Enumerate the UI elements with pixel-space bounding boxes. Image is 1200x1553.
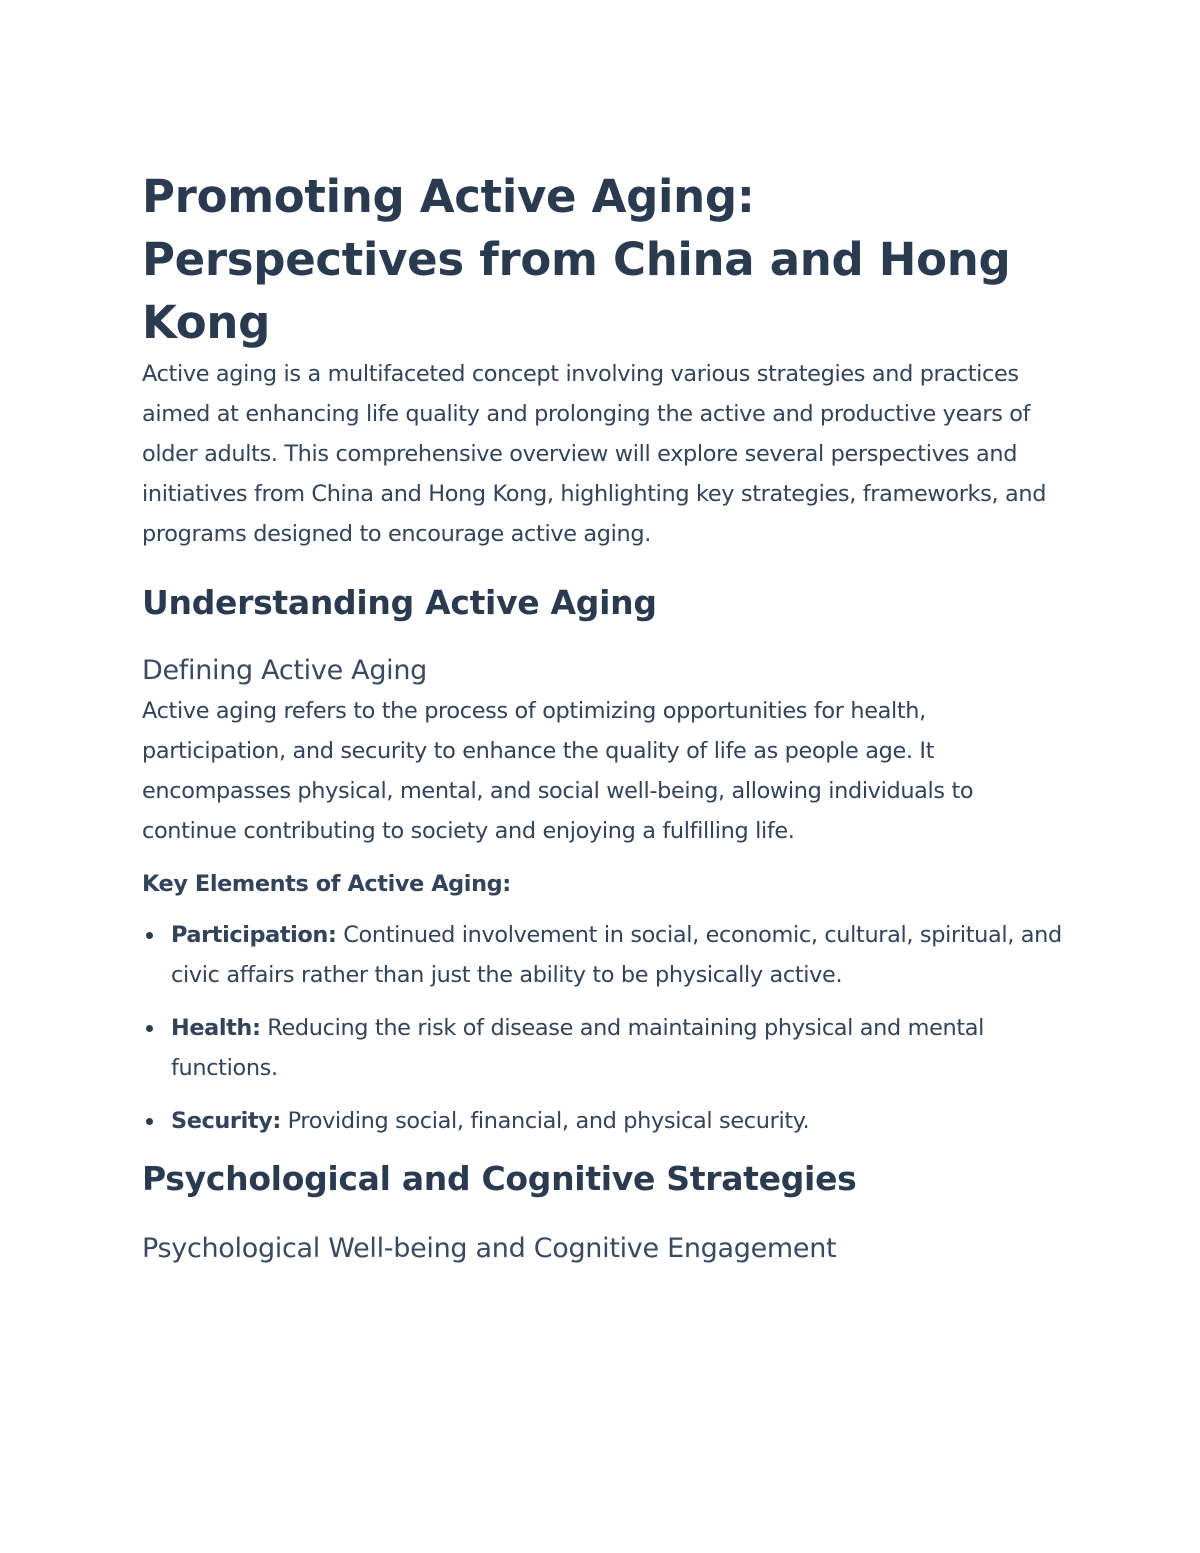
bullet-icon — [146, 1118, 153, 1125]
list-item — [142, 1101, 1072, 1141]
list-item-term: Participation: — [171, 922, 337, 948]
subheading-psychological-wellbeing: Psychological Well-being and Cognitive Engagement — [142, 1233, 837, 1264]
list-item — [142, 1008, 1072, 1088]
section-heading-understanding: Understanding Active Aging — [142, 583, 657, 622]
document-title: Promoting Active Aging: Perspectives from China and Hong Kong — [142, 170, 1011, 349]
definition-paragraph: Active aging refers to the process of optimizing opportunities for health, participation, and security to enhance the quality of life as people age. It encompasses physical, mental, and social well-being, allowing individuals to continue contributing to society and enjoying a fulfilling life. — [142, 698, 974, 844]
list-item-text: Reducing the risk of disease and maintaining physical and mental functions. — [171, 1015, 985, 1081]
subheading-defining: Defining Active Aging — [142, 655, 428, 686]
section-heading-psychological: Psychological and Cognitive Strategies — [142, 1159, 857, 1198]
list-item-term: Health: — [171, 1015, 261, 1041]
bullet-icon — [146, 1025, 153, 1032]
list-item-text: Continued involvement in social, economic, cultural, spiritual, and civic affairs rather than just the ability to be physically active. — [171, 922, 1062, 988]
key-elements-label: Key Elements of Active Aging: — [142, 871, 511, 897]
key-elements-list — [142, 915, 1072, 1141]
bullet-icon — [146, 932, 153, 939]
list-item — [142, 915, 1072, 995]
list-item-text: Providing social, financial, and physical security. — [280, 1108, 810, 1134]
document-page — [142, 165, 1072, 1269]
list-item-term: Security: — [171, 1108, 281, 1134]
intro-paragraph: Active aging is a multifaceted concept involving various strategies and practices aimed at enhancing life quality and prolonging the active and productive years of older adults. This comprehensive overview will explore several perspectives and initiatives from China and Hong Kong, highlighting key strategies, frameworks, and programs designed to encourage active aging. — [142, 361, 1047, 547]
